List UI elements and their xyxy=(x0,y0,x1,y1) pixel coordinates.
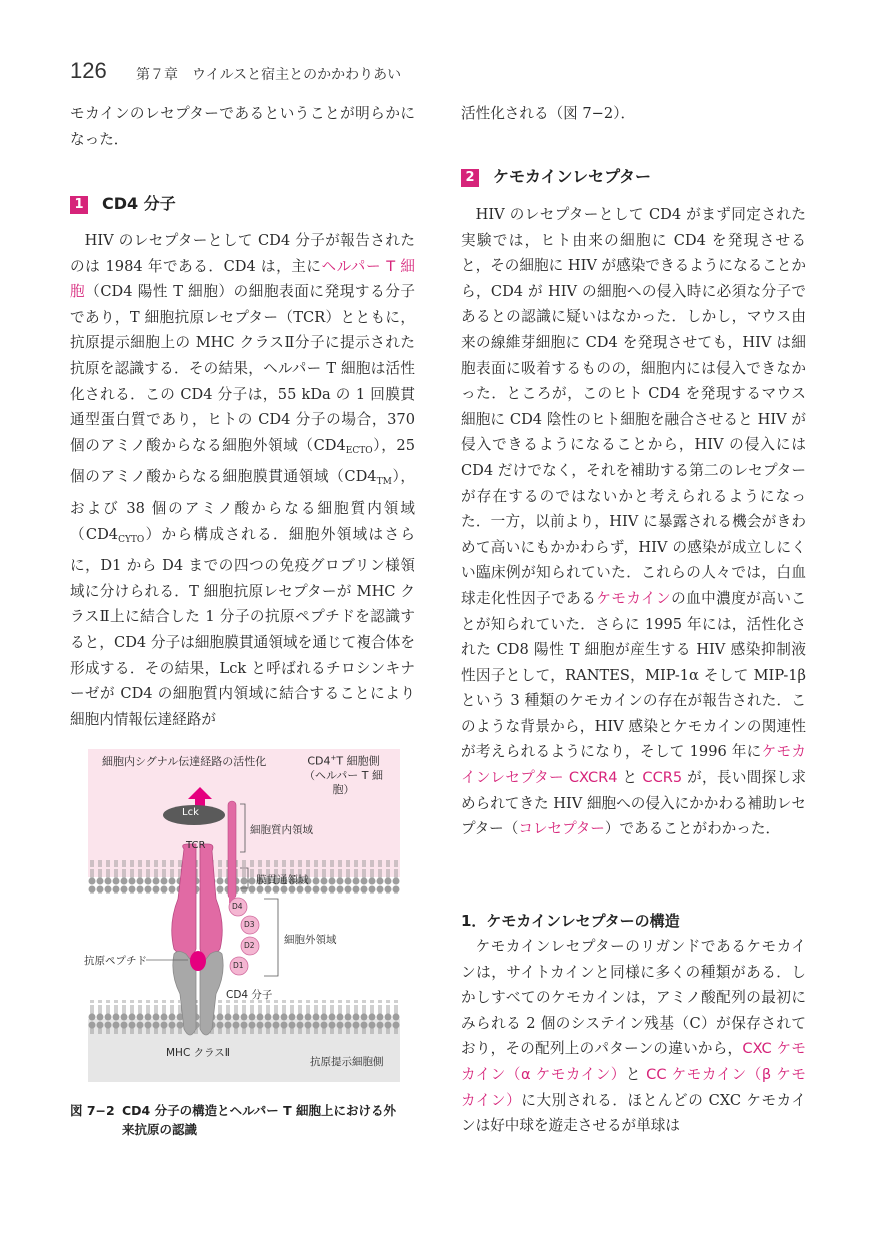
apc-membrane xyxy=(88,1000,400,1034)
d2-label: D2 xyxy=(244,941,255,950)
highlight-term: CCR5 xyxy=(642,769,683,787)
section-2-body xyxy=(461,202,806,842)
section-1-heading xyxy=(70,191,176,214)
figure-label: 図 7−2 xyxy=(70,1103,115,1118)
cytoplasmic-label: 細胞質内領域 xyxy=(250,824,313,836)
highlight-term: ケモカインレセプター CXCR4 xyxy=(461,743,806,787)
d3-label: D3 xyxy=(244,920,255,929)
right-continuation xyxy=(461,101,806,127)
section-number-badge: 2 xyxy=(461,169,479,187)
highlight-term: コレセプター xyxy=(518,820,605,838)
activation-label: 細胞内シグナル伝達経路の活性化 xyxy=(102,755,267,768)
figure-cd4-structure xyxy=(84,749,400,1082)
transmembrane-label: 膜貫通領域 xyxy=(256,874,309,886)
page-number: 126 xyxy=(70,58,107,83)
t-cell-membrane xyxy=(88,860,400,894)
intro-paragraph: モカインのレセプターであるということが明らかになった． xyxy=(70,105,415,148)
figure-caption xyxy=(70,1101,415,1139)
highlight-term: CXC ケモカイン（α ケモカイン） xyxy=(461,1040,806,1083)
paragraph: HIV のレセプターとして CD4 分子が報告されたのは 1984 年である．CD4 は，主にヘルパー T 細胞（CD4 陽性 T 細胞）の細胞表面に発現する分子であり，T 細胞抗原レセプター（TCR）とともに，抗原提示細胞上の MHC クラスⅡ分子に提示された抗原を認識する．その結果，ヘルパー T 細胞は活性化される．この CD4 分子は，55 kDa の 1 回膜貫通型蛋白質であり，ヒトの CD4 分子の場合，370 個のアミノ酸からなる細胞外領域$(CD4_{ECTO})$，25 個のアミノ酸からなる細胞膜貫通領域$(CD4_{TM})$，および 38 個のアミノ酸からなる細胞質内領域$(CD4_{CYTO})$から構成される．細胞外領域はさらに，D1 から D4 までの四つの免疫グロブリン様領域に分けられる．T 細胞抗原レセプターが MHC クラスⅡ上に結合した 1 分子の抗原ペプチドを認識すると，CD4 分子は細胞膜貫通領域を通じて複合体を形成する．その結果，Lck と呼ばれるチロシンキナーゼが CD4 の細胞質内領域に結合することにより細胞内情報伝達経路が xyxy=(70,232,416,728)
antigen-peptide-label: 抗原ペプチド xyxy=(84,955,147,967)
left-intro xyxy=(70,101,415,152)
tcr-label: TCR xyxy=(186,840,206,851)
cd4-molecule-label: CD4 分子 xyxy=(226,989,273,1001)
subsection-1-heading: 1．ケモカインレセプターの構造 xyxy=(461,912,680,930)
d4-label: D4 xyxy=(232,902,243,911)
caption-line-2: 来抗原の認識 xyxy=(122,1122,198,1137)
antigen-peptide-mark xyxy=(190,951,206,971)
extracellular-label: 細胞外領域 xyxy=(284,934,337,946)
extracellular-background xyxy=(88,877,400,997)
mhc-label: MHC クラスⅡ xyxy=(166,1047,230,1059)
highlight-term: ヘルパー T 細胞 xyxy=(70,257,416,301)
highlight-term: ケモカイン xyxy=(596,589,672,607)
paragraph: ケモカインレセプターのリガンドであるケモカインは，サイトカインと同様に多くの種類がある．しかしすべてのケモカインは，アミノ酸配列の最初にみられる 2 個のシステイン残基（C）が保存されており，その配列上のパターンの違いから，CXC ケモカイン（α ケモカイン）と CC ケモカイン（β ケモカイン）に大別される．ほとんどの CXC ケモカインは好中球を遊走させるが単球は xyxy=(461,938,807,1135)
section-number-badge: 1 xyxy=(70,196,88,214)
continuation-paragraph: 活性化される（図 7−2）． xyxy=(461,105,636,122)
apc-side-label: 抗原提示細胞側 xyxy=(310,1056,384,1068)
d1-label: D1 xyxy=(233,961,244,970)
subsection-1-body xyxy=(461,934,806,1139)
section-2-heading xyxy=(461,164,651,187)
chapter-title: 第７章 ウイルスと宿主とのかかわりあい xyxy=(136,67,402,83)
section-title: CD4 分子 xyxy=(102,194,176,213)
paragraph: HIV のレセプターとして CD4 がまず同定された実験では，ヒト由来の細胞に CD4 を発現させると，その細胞に HIV が感染できるようになることから，CD4 が HIV の細胞への侵入時に必須な分子であるとの認識に疑いはなかった．しかし，マウス由来の線維芽細胞に CD4 を発現させても，HIV は細胞表面に吸着するものの，細胞内には侵入できなかった．ところが，このヒト CD4 を発現するマウス細胞に CD4 陰性のヒト細胞を融合させると HIV が侵入できるようになることから，HIV の侵入には CD4 だけでなく，それを補助する第二のレセプターが存在するのではないかと考えられるようになった．一方，以前より，HIV に暴露される機会がきわめて高いにもかかわらず，HIV の感染が成立しにくい臨床例が知られていた．これらの人々では，白血球走化性因子であるケモカインの血中濃度が高いことが知られていた．さらに 1995 年には，活性化された CD8 陽性 T 細胞が産生する HIV 感染抑制液性因子として，RANTES，MIP-1α そして MIP-1β という 3 種類のケモカインの存在が報告された．このような背景から，HIV 感染とケモカインの関連性が考えられるようになり，そして 1996 年にケモカインレセプター CXCR4 と CCR5 が，長い間探し求められてきた HIV 細胞への侵入にかかわる補助レセプター（コレセプター）であることがわかった． xyxy=(461,206,807,838)
t-cell-side-label: CD4+T 細胞側 （ヘルパー T 細胞） xyxy=(304,754,383,796)
caption-line-1: CD4 分子の構造とヘルパー T 細胞上における外 xyxy=(122,1103,396,1118)
section-title: ケモカインレセプター xyxy=(493,167,652,186)
lck-label: Lck xyxy=(182,807,199,818)
highlight-term: CC ケモカイン（β ケモカイン） xyxy=(461,1065,806,1109)
section-1-body xyxy=(70,228,415,732)
